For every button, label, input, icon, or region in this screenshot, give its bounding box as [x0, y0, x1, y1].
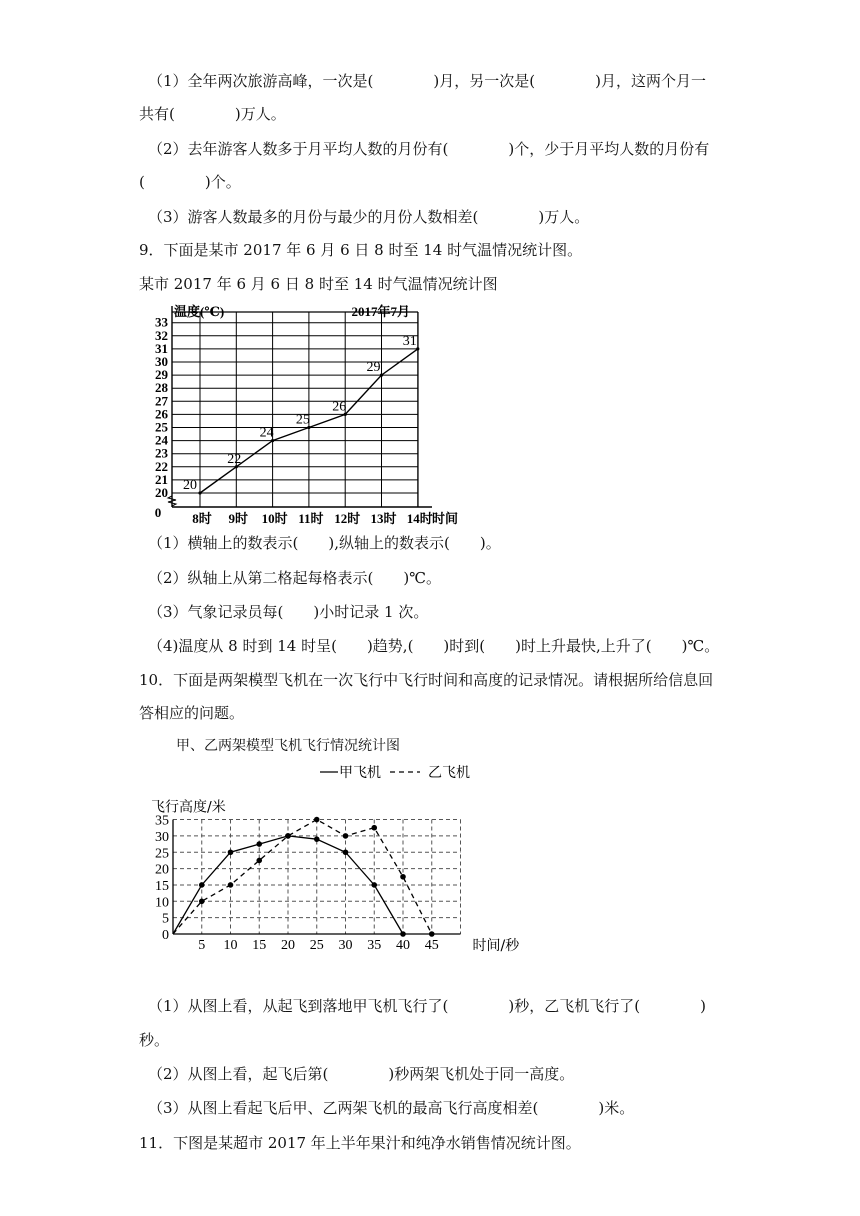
data-point	[199, 882, 205, 888]
q8-sub2-line1: （2）去年游客人数多于月平均人数的月份有( )个，少于月平均人数的月份有	[148, 140, 710, 158]
data-point	[429, 931, 435, 937]
legend-label: 乙飞机	[428, 765, 470, 781]
temperature-chart	[140, 300, 480, 530]
q10-sub1-line2: 秒。	[139, 1031, 170, 1049]
y-tick-label: 30	[155, 354, 168, 369]
x-tick-label: 13时	[370, 511, 397, 526]
q8-sub1-line2: 共有( )万人。	[139, 105, 286, 123]
data-point	[228, 849, 234, 855]
x-tick-label: 8时	[192, 511, 212, 526]
y-tick-label: 15	[155, 878, 169, 894]
y-tick-label: 29	[155, 367, 168, 383]
x-tick-label: 11时	[298, 511, 324, 526]
x-tick-label: 35	[367, 938, 382, 953]
data-point	[198, 491, 201, 494]
data-point	[199, 899, 205, 905]
y-tick-label: 10	[155, 895, 169, 911]
y-tick-label: 21	[155, 471, 168, 487]
data-point	[256, 858, 262, 864]
x-tick-label: 20	[281, 938, 295, 953]
q10-sub3: （3）从图上看起飞后甲、乙两架飞机的最高飞行高度相差( )米。	[148, 1099, 635, 1117]
q9-stem: 9．下面是某市 2017 年 6 月 6 日 8 时至 14 时气温情况统计图。	[139, 241, 583, 259]
chart-corner-label: 2017年7月	[351, 304, 410, 319]
data-point	[285, 833, 291, 839]
y-tick-label: 22	[155, 458, 168, 474]
chart2-title: 甲、乙两架模型飞机飞行情况统计图	[176, 738, 400, 754]
x-tick-label: 12时	[334, 511, 361, 526]
q8-sub3: （3）游客人数最多的月份与最少的月份人数相差( )万人。	[148, 208, 590, 226]
x-tick-label: 25	[309, 938, 324, 953]
data-point	[400, 874, 406, 880]
x-tick-label: 45	[424, 938, 439, 953]
y-tick-label: 23	[155, 445, 168, 461]
data-label: 25	[295, 412, 310, 428]
plane-flight-chart	[140, 758, 540, 958]
data-point	[343, 849, 349, 855]
q9-sub2: （2）纵轴上从第二格起每格表示( )℃。	[148, 569, 442, 587]
y-tick-label: 35	[155, 813, 169, 829]
q10-sub1-line1: （1）从图上看，从起飞到落地甲飞机飞行了( )秒，乙飞机飞行了( )	[148, 997, 706, 1015]
x-tick-label: 10时	[261, 511, 288, 526]
q10-stem-line2: 答相应的问题。	[139, 704, 245, 722]
y-tick-label: 25	[155, 846, 169, 862]
x-tick-label: 30	[338, 938, 353, 953]
x-tick-label: 9时	[228, 511, 249, 526]
data-point	[343, 833, 349, 839]
y-tick-label: 5	[162, 911, 169, 927]
y-tick-label: 30	[155, 829, 169, 845]
data-point	[228, 882, 234, 888]
data-point	[371, 825, 377, 831]
y-axis-label: 温度(℃)	[174, 304, 225, 319]
data-label: 31	[402, 333, 417, 349]
y-axis-label: 飞行高度/米	[151, 799, 226, 816]
data-label: 29	[366, 360, 381, 376]
q9-sub1: （1）横轴上的数表示( ),纵轴上的数表示( )。	[148, 534, 501, 552]
data-label: 20	[183, 478, 197, 493]
y-tick-label: 32	[155, 327, 168, 343]
x-tick-label: 5	[198, 938, 206, 953]
q10-sub2: （2）从图上看，起飞后第( )秒两架飞机处于同一高度。	[148, 1065, 575, 1083]
x-tick-label: 40	[396, 938, 410, 953]
x-tick-label: 14时	[406, 511, 433, 526]
origin-label: 0	[154, 505, 162, 520]
y-tick-label: 27	[155, 393, 168, 409]
y-tick-label: 28	[155, 380, 168, 396]
chart1-heading: 某市 2017 年 6 月 6 日 8 时至 14 时气温情况统计图	[139, 275, 498, 293]
x-tick-label: 15	[252, 938, 267, 953]
x-tick-label: 10	[223, 938, 238, 953]
legend-label: 甲飞机	[339, 765, 381, 781]
q9-sub4: （4)温度从 8 时到 14 时呈( )趋势,( )时到( )时上升最快,上升了( )℃。	[148, 637, 720, 655]
y-tick-label: 0	[162, 928, 169, 943]
y-tick-label: 31	[155, 340, 168, 356]
data-point	[314, 836, 320, 842]
y-tick-label: 25	[155, 419, 168, 435]
q9-sub3: （3）气象记录员每( )小时记录 1 次。	[148, 603, 429, 621]
q10-stem-line1: 10．下面是两架模型飞机在一次飞行中飞行时间和高度的记录情况。请根据所给信息回	[139, 671, 714, 689]
data-label: 26	[332, 399, 347, 415]
x-axis-label: 时间	[432, 511, 459, 526]
y-tick-label: 20	[155, 862, 169, 878]
data-point	[371, 882, 377, 888]
y-tick-label: 20	[155, 485, 168, 500]
q11-stem: 11．下图是某超市 2017 年上半年果汁和纯净水销售情况统计图。	[139, 1134, 581, 1152]
data-label: 24	[259, 425, 274, 441]
q8-sub1-line1: （1）全年两次旅游高峰，一次是( )月，另一次是( )月，这两个月一	[148, 72, 706, 90]
y-tick-label: 24	[155, 432, 168, 448]
x-axis-label: 时间/秒	[472, 938, 520, 954]
y-tick-label: 26	[155, 406, 168, 422]
data-point	[400, 931, 406, 937]
y-tick-label: 33	[155, 314, 168, 330]
data-label: 22	[227, 451, 242, 467]
data-point	[256, 841, 262, 847]
data-point	[314, 817, 320, 823]
q8-sub2-line2: ( )个。	[139, 173, 241, 191]
